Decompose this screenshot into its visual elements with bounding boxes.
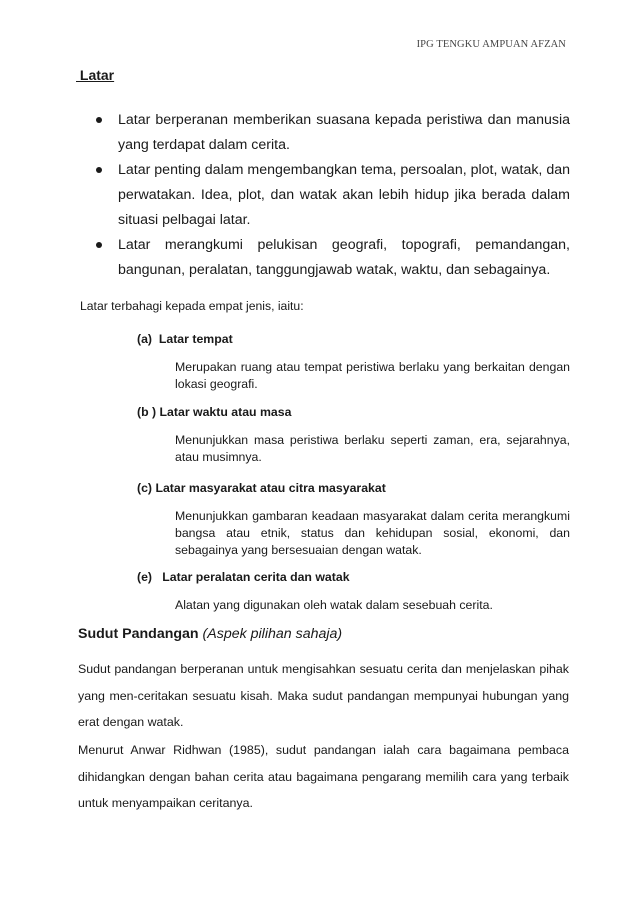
section-heading-latar: Latar bbox=[76, 67, 115, 83]
page-header: IPG TENGKU AMPUAN AFZAN bbox=[416, 39, 566, 50]
list-item bbox=[92, 108, 570, 158]
latar-type-title: (b ) Latar waktu atau masa bbox=[137, 405, 292, 419]
list-item bbox=[92, 158, 570, 233]
heading-note: (Aspek pilihan sahaja) bbox=[202, 626, 343, 642]
heading-text: Sudut Pandangan bbox=[78, 626, 199, 642]
latar-types-intro: Latar terbahagi kepada empat jenis, iaitu: bbox=[80, 299, 304, 313]
paragraph: Sudut pandangan berperanan untuk mengisahkan sesuatu cerita dan menjelaskan pihak yang men-ceritakan sesuatu kisah. Maka sudut pandangan mempunyai hubungan yang erat dengan watak. bbox=[78, 662, 569, 729]
bullet-text: Latar penting dalam mengembangkan tema, persoalan, plot, watak, dan perwatakan. Idea, plot, dan watak akan lebih hidup jika berada dalam situasi pelbagai latar. bbox=[118, 162, 570, 228]
bullet-text: Latar berperanan memberikan suasana kepada peristiwa dan manusia yang terdapat dalam cerita. bbox=[118, 112, 570, 153]
latar-type-desc: Alatan yang digunakan oleh watak dalam sesebuah cerita. bbox=[175, 598, 493, 612]
bullet-text: Latar merangkumi pelukisan geografi, topografi, pemandangan, bangunan, peralatan, tanggungjawab watak, waktu, dan sebagainya. bbox=[118, 237, 570, 278]
list-item bbox=[92, 233, 570, 283]
latar-type-masyarakat bbox=[137, 481, 570, 559]
latar-bullet-list bbox=[92, 108, 570, 283]
latar-type-title: (a) Latar tempat bbox=[137, 332, 233, 346]
section-heading-sudut-pandangan bbox=[78, 626, 342, 642]
paragraph: Menurut Anwar Ridhwan (1985), sudut pandangan ialah cara bagaimana pembaca dihidangkan dengan bahan cerita atau bagaimana pengarang memilih cara yang terbaik untuk menyampaikan ceritanya. bbox=[78, 743, 569, 810]
latar-type-title: (e) Latar peralatan cerita dan watak bbox=[137, 570, 350, 584]
latar-type-desc: Menunjukkan masa peristiwa berlaku seperti zaman, era, sejarahnya, atau musimnya. bbox=[175, 433, 570, 464]
latar-type-desc: Menunjukkan gambaran keadaan masyarakat dalam cerita merangkumi bangsa atau etnik, status dan kehidupan sosial, ekonomi, dan sebagainya yang bersesuaian dengan watak. bbox=[175, 509, 570, 557]
bullet-icon bbox=[96, 242, 102, 248]
latar-type-waktu bbox=[137, 405, 570, 466]
bullet-icon bbox=[96, 117, 102, 123]
bullet-icon bbox=[96, 167, 102, 173]
latar-type-title: (c) Latar masyarakat atau citra masyarakat bbox=[137, 481, 386, 495]
latar-type-peralatan bbox=[137, 570, 570, 614]
latar-type-tempat bbox=[137, 332, 570, 393]
latar-type-desc: Merupakan ruang atau tempat peristiwa berlaku yang berkaitan dengan lokasi geografi. bbox=[175, 360, 570, 391]
